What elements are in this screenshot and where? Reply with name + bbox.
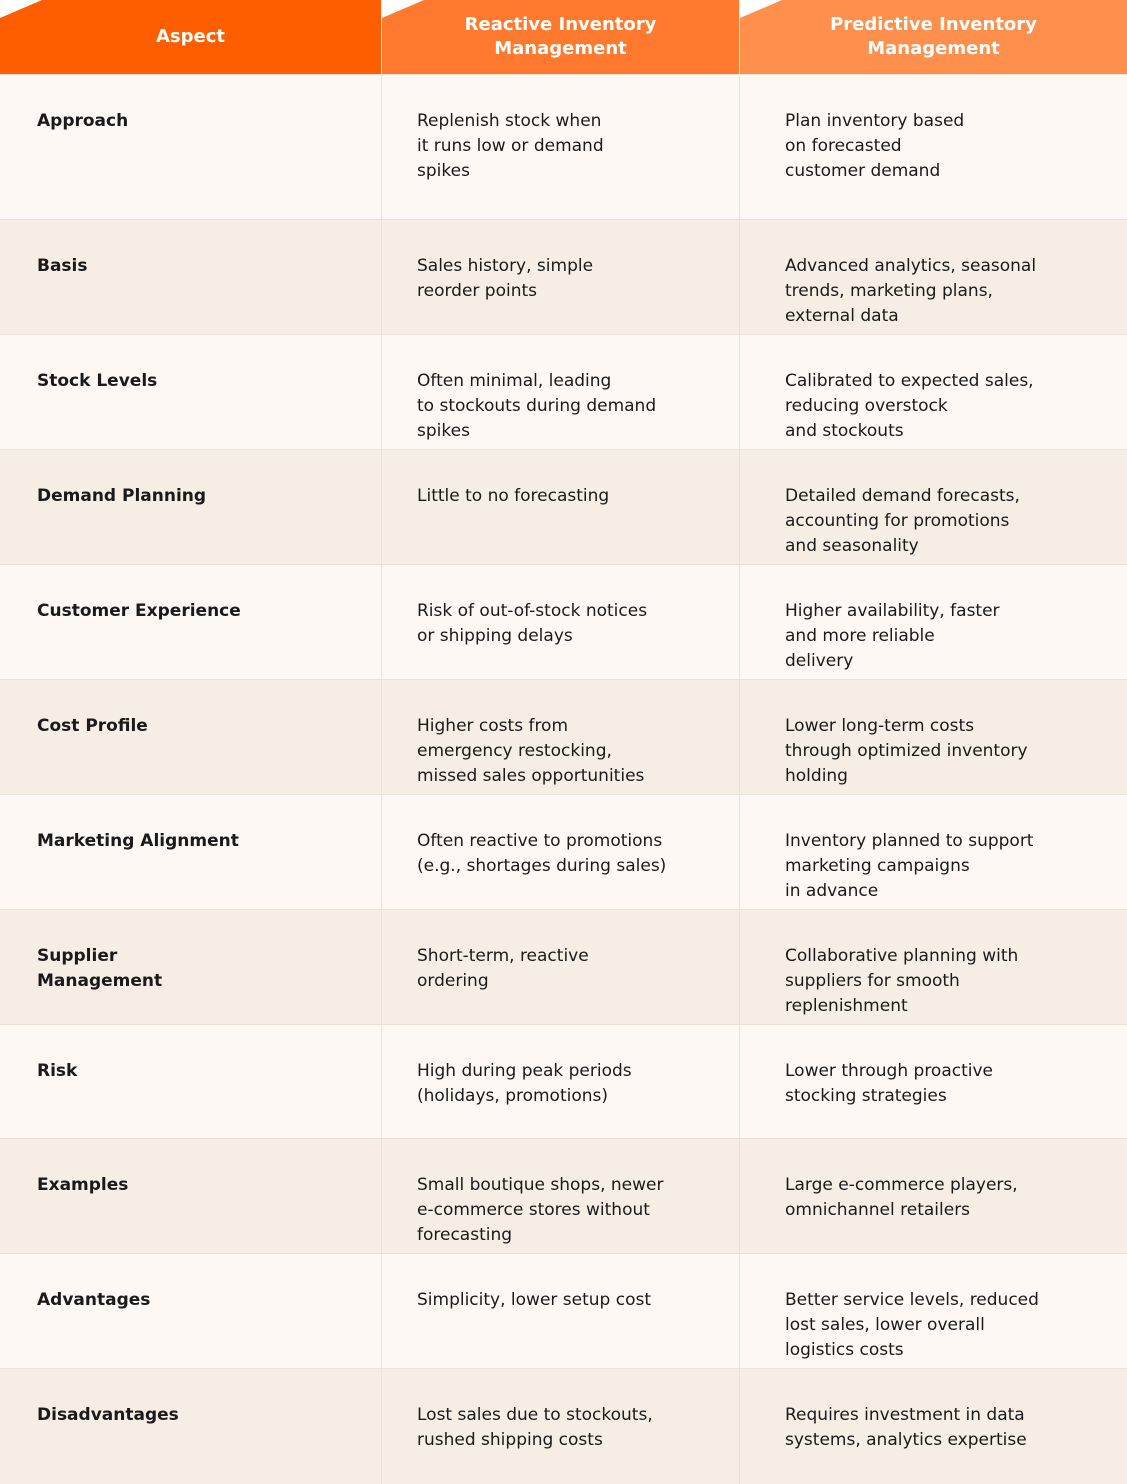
cell-line: Collaborative planning with	[785, 946, 1019, 966]
cell-line: through optimized inventory	[785, 741, 1028, 761]
cell-aspect	[0, 680, 381, 794]
cell-line: on forecasted	[785, 136, 902, 156]
cell-line: Replenish stock when	[417, 111, 602, 131]
cell-line: Advanced analytics, seasonal	[785, 256, 1037, 276]
cell-reactive	[381, 1369, 739, 1484]
cell-line: logistics costs	[785, 1340, 904, 1360]
cell-reactive	[381, 910, 739, 1024]
cell-line: spikes	[417, 161, 470, 181]
cell-aspect	[0, 335, 381, 449]
cell-line: Little to no forecasting	[417, 486, 610, 506]
header-line: Management	[867, 38, 1000, 59]
cell-aspect	[0, 1254, 381, 1368]
cell-reactive	[381, 450, 739, 564]
cell-line: spikes	[417, 421, 470, 441]
table-row	[0, 909, 1127, 1024]
cell-predictive	[739, 75, 1127, 219]
cell-predictive	[739, 450, 1127, 564]
cell-line: Demand Planning	[37, 486, 207, 506]
cell-reactive	[381, 565, 739, 679]
cell-line: Risk	[37, 1061, 78, 1081]
cell-line: Advantages	[37, 1290, 151, 1310]
cell-aspect	[0, 75, 381, 219]
cell-reactive	[381, 795, 739, 909]
header-reactive	[381, 0, 739, 74]
cell-line: Customer Experience	[37, 601, 241, 621]
cell-predictive	[739, 680, 1127, 794]
header-line: Management	[494, 38, 627, 59]
cell-line: external data	[785, 306, 899, 326]
cell-predictive	[739, 1139, 1127, 1253]
cell-line: reducing overstock	[785, 396, 948, 416]
cell-line: Detailed demand forecasts,	[785, 486, 1020, 506]
table-row	[0, 1024, 1127, 1138]
table-row	[0, 74, 1127, 219]
header-aspect-text	[156, 25, 225, 49]
cell-line: trends, marketing plans,	[785, 281, 993, 301]
cell-line: emergency restocking,	[417, 741, 612, 761]
cell-line: Examples	[37, 1175, 129, 1195]
header-reactive-text	[465, 13, 657, 61]
cell-aspect	[0, 795, 381, 909]
cell-line: in advance	[785, 881, 879, 901]
cell-line: replenishment	[785, 996, 908, 1016]
cell-line: Basis	[37, 256, 88, 276]
cell-line: Large e-commerce players,	[785, 1175, 1018, 1195]
cell-line: it runs low or demand	[417, 136, 604, 156]
header-line: Reactive Inventory	[464, 14, 657, 35]
cell-line: marketing campaigns	[785, 856, 970, 876]
cell-line: missed sales opportunities	[417, 766, 645, 786]
cell-line: Plan inventory based	[785, 111, 965, 131]
cell-line: customer demand	[785, 161, 941, 181]
header-predictive-text	[830, 13, 1037, 61]
table-row	[0, 564, 1127, 679]
cell-line: Short-term, reactive	[417, 946, 589, 966]
cell-line: Lower through proactive	[785, 1061, 994, 1081]
cell-line: reorder points	[417, 281, 538, 301]
header-line: Aspect	[155, 26, 225, 47]
cell-line: (e.g., shortages during sales)	[417, 856, 667, 876]
cell-line: delivery	[785, 651, 854, 671]
table-row	[0, 1138, 1127, 1253]
cell-predictive	[739, 795, 1127, 909]
cell-line: Approach	[37, 111, 129, 131]
header-corner-notch	[740, 0, 782, 18]
cell-line: forecasting	[417, 1225, 513, 1245]
cell-line: Lower long-term costs	[785, 716, 975, 736]
cell-line: Management	[37, 971, 163, 991]
cell-line: Better service levels, reduced	[785, 1290, 1039, 1310]
cell-line: Disadvantages	[37, 1405, 179, 1425]
cell-line: Lost sales due to stockouts,	[417, 1405, 653, 1425]
table-row	[0, 1253, 1127, 1368]
cell-line: suppliers for smooth	[785, 971, 960, 991]
cell-line: and seasonality	[785, 536, 919, 556]
cell-line: and stockouts	[785, 421, 904, 441]
cell-line: Stock Levels	[37, 371, 158, 391]
cell-aspect	[0, 565, 381, 679]
cell-predictive	[739, 220, 1127, 334]
cell-line: to stockouts during demand	[417, 396, 657, 416]
cell-reactive	[381, 680, 739, 794]
cell-line: Simplicity, lower setup cost	[417, 1290, 652, 1310]
cell-line: Cost Profile	[37, 716, 148, 736]
cell-line: Risk of out-of-stock notices	[417, 601, 648, 621]
cell-aspect	[0, 1025, 381, 1138]
table-body	[0, 74, 1127, 1484]
cell-line: Marketing Alignment	[37, 831, 239, 851]
cell-line: systems, analytics expertise	[785, 1430, 1027, 1450]
header-corner-notch	[382, 0, 424, 18]
cell-line: Requires investment in data	[785, 1405, 1025, 1425]
cell-predictive	[739, 335, 1127, 449]
cell-line: Small boutique shops, newer	[417, 1175, 664, 1195]
cell-line: and more reliable	[785, 626, 935, 646]
cell-line: Calibrated to expected sales,	[785, 371, 1034, 391]
cell-aspect	[0, 220, 381, 334]
cell-aspect	[0, 1369, 381, 1484]
table-row	[0, 1368, 1127, 1484]
cell-line: rushed shipping costs	[417, 1430, 603, 1450]
cell-line: holding	[785, 766, 848, 786]
cell-predictive	[739, 565, 1127, 679]
cell-line: e-commerce stores without	[417, 1200, 650, 1220]
table-row	[0, 794, 1127, 909]
cell-line: High during peak periods	[417, 1061, 632, 1081]
cell-line: Sales history, simple	[417, 256, 594, 276]
cell-line: omnichannel retailers	[785, 1200, 971, 1220]
cell-reactive	[381, 75, 739, 219]
cell-line: lost sales, lower overall	[785, 1315, 985, 1335]
cell-aspect	[0, 910, 381, 1024]
cell-reactive	[381, 1254, 739, 1368]
cell-predictive	[739, 1369, 1127, 1484]
header-aspect	[0, 0, 381, 74]
cell-line: Often minimal, leading	[417, 371, 612, 391]
cell-predictive	[739, 910, 1127, 1024]
cell-line: Often reactive to promotions	[417, 831, 663, 851]
cell-line: Supplier	[37, 946, 118, 966]
table-row	[0, 449, 1127, 564]
table-row	[0, 334, 1127, 449]
header-corner-notch	[0, 0, 42, 18]
table-header	[0, 0, 1127, 74]
cell-line: or shipping delays	[417, 626, 573, 646]
header-predictive	[739, 0, 1127, 74]
cell-aspect	[0, 1139, 381, 1253]
table-row	[0, 679, 1127, 794]
cell-line: (holidays, promotions)	[417, 1086, 609, 1106]
cell-reactive	[381, 220, 739, 334]
cell-line: stocking strategies	[785, 1086, 947, 1106]
cell-line: Higher availability, faster	[785, 601, 1000, 621]
cell-line: Inventory planned to support	[785, 831, 1034, 851]
cell-reactive	[381, 1025, 739, 1138]
cell-line: Higher costs from	[417, 716, 569, 736]
cell-reactive	[381, 335, 739, 449]
cell-line: accounting for promotions	[785, 511, 1010, 531]
table-row	[0, 219, 1127, 334]
header-line: Predictive Inventory	[830, 14, 1037, 35]
cell-predictive	[739, 1025, 1127, 1138]
cell-aspect	[0, 450, 381, 564]
cell-line: ordering	[417, 971, 489, 991]
cell-predictive	[739, 1254, 1127, 1368]
cell-reactive	[381, 1139, 739, 1253]
